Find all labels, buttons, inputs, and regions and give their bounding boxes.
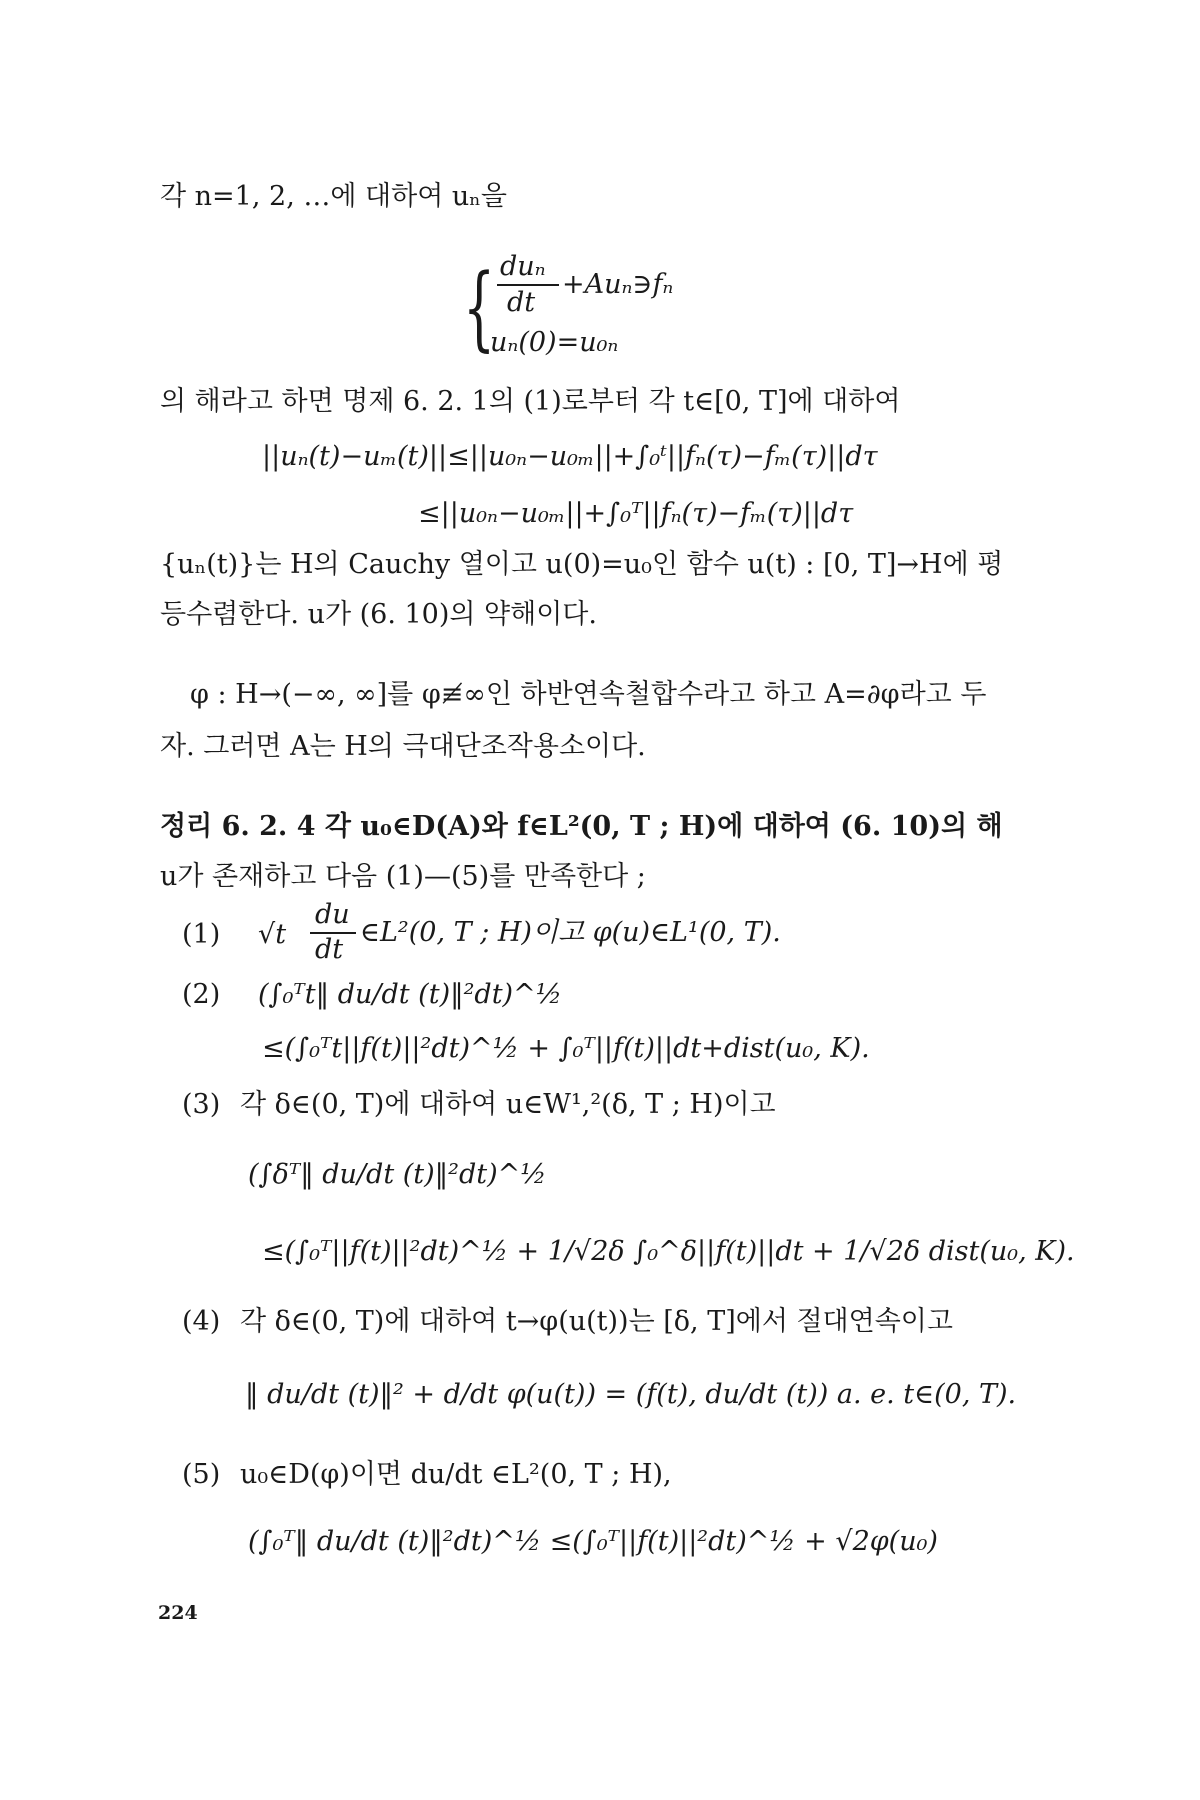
item-2-label: (2) (182, 979, 221, 1010)
item-4-line-2: ‖ du/dt (t)‖² + d/dt φ(u(t)) = (f(t), du/dt (t)) a. e. t∈(0, T). (245, 1379, 1017, 1410)
item-4-line-1: 각 δ∈(0, T)에 대하여 t→φ(u(t))는 [δ, T]에서 절대연속이고 (240, 1306, 953, 1337)
paragraph-3-line-1: φ : H→(−∞, ∞]를 φ≢∞인 하반연속철합수라고 하고 A=∂φ라고 두 (190, 679, 987, 710)
system-equation-1: +Auₙ∋fₙ (562, 269, 674, 300)
item-3-label: (3) (182, 1089, 221, 1120)
system-numerator: duₙ (500, 251, 546, 282)
page-number: 224 (158, 1602, 198, 1624)
paragraph-3-line-2: 자. 그러면 A는 H의 극대단조작용소이다. (160, 731, 646, 762)
intro-line: 각 n=1, 2, …에 대하여 uₙ을 (160, 181, 508, 212)
system-denominator: dt (507, 287, 536, 318)
theorem-heading: 정리 6. 2. 4 각 u₀∈D(A)와 f∈L²(0, T ; H)에 대하여 (6. 10)의 해 (160, 811, 1003, 842)
item-1-rest: ∈L²(0, T ; H)이고 φ(u)∈L¹(0, T). (360, 917, 781, 948)
system-equation-2: uₙ(0)=u₀ₙ (490, 327, 619, 358)
item-5-line-1: u₀∈D(φ)이면 du/dt ∈L²(0, T ; H), (240, 1459, 672, 1490)
inequality-1: ||uₙ(t)−uₘ(t)||≤||u₀ₙ−u₀ₘ||+∫₀ᵗ||fₙ(τ)−fₘ(τ)||dτ (262, 441, 878, 472)
system-brace: { (463, 254, 496, 361)
item-3-line-3: ≤(∫₀ᵀ||f(t)||²dt)^½ + 1/√2δ ∫₀^δ||f(t)||dt + 1/√2δ dist(u₀, K). (262, 1236, 1075, 1267)
item-2-line-1: (∫₀ᵀt‖ du/dt (t)‖²dt)^½ (258, 979, 562, 1010)
item-5-label: (5) (182, 1459, 221, 1490)
item-1-denominator: dt (315, 934, 344, 965)
item-1-label: (1) (182, 919, 221, 950)
item-1-sqrt: √t (258, 919, 287, 950)
item-1-numerator: du (315, 899, 350, 930)
system-fraction-bar (497, 284, 559, 286)
paragraph-1: 의 해라고 하면 명제 6. 2. 1의 (1)로부터 각 t∈[0, T]에 대하여 (160, 386, 901, 417)
item-4-label: (4) (182, 1306, 221, 1337)
item-3-line-2: (∫δᵀ‖ du/dt (t)‖²dt)^½ (248, 1159, 547, 1190)
paragraph-2-line-2: 등수렴한다. u가 (6. 10)의 약해이다. (160, 599, 597, 630)
theorem-line-2: u가 존재하고 다음 (1)—(5)를 만족한다 ; (160, 861, 646, 892)
item-3-line-1: 각 δ∈(0, T)에 대하여 u∈W¹,²(δ, T ; H)이고 (240, 1089, 776, 1120)
paragraph-2-line-1: {uₙ(t)}는 H의 Cauchy 열이고 u(0)=u₀인 함수 u(t) : [0, T]→H에 평 (160, 549, 1004, 580)
item-2-line-2: ≤(∫₀ᵀt||f(t)||²dt)^½ + ∫₀ᵀ||f(t)||dt+dist(u₀, K). (262, 1033, 870, 1064)
inequality-2: ≤||u₀ₙ−u₀ₘ||+∫₀ᵀ||fₙ(τ)−fₘ(τ)||dτ (418, 498, 854, 529)
item-5-line-2: (∫₀ᵀ‖ du/dt (t)‖²dt)^½ ≤(∫₀ᵀ||f(t)||²dt)^½ + √2φ(u₀) (248, 1526, 938, 1557)
